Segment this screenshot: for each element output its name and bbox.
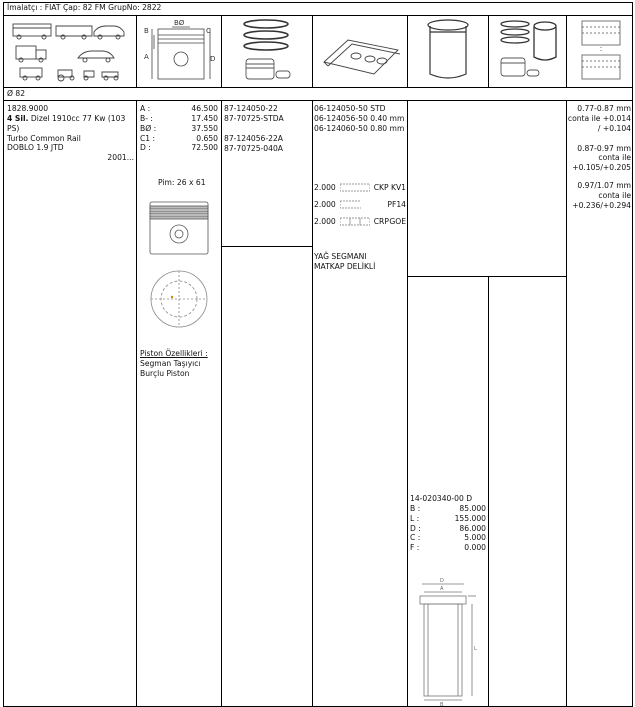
pin-size: Pim: 26 x 61 — [158, 178, 206, 187]
vehicles-icon — [8, 18, 132, 84]
ring-code: KV1 — [390, 182, 406, 192]
ring-type: CKP — [373, 182, 389, 192]
ring-detail-icon — [578, 17, 626, 85]
cylinder-liner-icon — [422, 18, 474, 84]
ring-type: P — [387, 199, 392, 209]
tolerance-value: / +0.104 — [597, 123, 631, 133]
tolerance-range: 0.97/1.07 mm — [577, 181, 631, 191]
oil-ring-note-line: YAĞ SEGMANI — [314, 252, 367, 261]
ring-width: 2.000 — [314, 182, 336, 192]
piston-dimensions — [140, 104, 218, 153]
ring-width: 2.000 — [314, 199, 336, 209]
liner-label-d: D — [440, 578, 444, 584]
ring-set-size: STD — [370, 104, 386, 113]
part-number[interactable]: 87-124050-22 — [224, 104, 278, 113]
diagram-label-bo: BØ — [174, 19, 185, 27]
liner-dim-label: L : — [410, 513, 420, 523]
dim-label: C1 : — [140, 133, 156, 143]
piston-feature-item: Segman Taşıyıcı — [140, 358, 201, 368]
liner-label-l: L — [474, 646, 477, 652]
tolerance-value: +0.105/+0.205 — [572, 163, 631, 173]
ring-set-code[interactable]: 06-124056-50 — [314, 113, 368, 123]
piston-side-drawing — [146, 200, 212, 258]
piston-feature-item: Burçlu Piston — [140, 368, 190, 378]
liner-dim-label: C : — [410, 533, 421, 543]
liner-dim-value: 85.000 — [459, 503, 486, 513]
dim-label: D : — [140, 143, 151, 153]
diameter-label: Ø 82 — [7, 89, 26, 98]
diagram-label-a: A — [144, 53, 149, 61]
tolerance-note: conta ile +0.014 — [567, 113, 631, 123]
piston-top-drawing — [146, 268, 212, 330]
dim-value: 72.500 — [191, 143, 218, 153]
ring-set-size: 0.80 mm — [370, 123, 405, 133]
piston-features — [140, 349, 220, 379]
tolerance-note: conta ile — [598, 191, 631, 201]
dim-value: 37.550 — [191, 123, 218, 133]
tolerance-value: +0.236/+0.294 — [572, 200, 631, 210]
ring-specs — [314, 179, 406, 230]
vehicle-info — [7, 104, 134, 163]
ring-set-code[interactable]: 06-124060-50 — [314, 123, 368, 133]
ring-type: CRP — [373, 216, 389, 226]
oil-ring-note-line: MATKAP DELİKLİ — [314, 261, 376, 271]
part-number[interactable]: 87-124056-22A — [224, 133, 283, 143]
liner-label-a: A — [440, 586, 444, 592]
ring-code: F14 — [391, 199, 406, 209]
diagram-label-b: B — [144, 27, 149, 35]
compression-ring-icon — [340, 183, 370, 192]
diagram-label-d: D — [210, 55, 216, 63]
ring-set-code[interactable]: 06-124050-50 — [314, 104, 368, 113]
liner-drawing — [412, 576, 486, 706]
tolerance-block — [567, 144, 631, 174]
liner-label-b: B — [440, 702, 444, 706]
oil-ring-note — [314, 252, 375, 272]
cylinder-count: 4 Sil. — [7, 113, 29, 123]
part-number[interactable]: 87-70725-040A — [224, 143, 283, 153]
tolerance-range: 0.77-0.87 mm — [577, 104, 631, 113]
ring-sets — [314, 104, 406, 134]
liner-dim-label: D : — [410, 523, 421, 533]
engine-code: 1828.9000 — [7, 104, 49, 113]
dim-value: 0.650 — [196, 133, 218, 143]
rings-and-piston-icon — [236, 17, 298, 85]
liner-code[interactable]: 14-020340-00 D — [410, 494, 473, 503]
engine-type: Turbo Common Rail — [7, 133, 81, 143]
tolerance-block — [567, 181, 631, 211]
ring-width: 2.000 — [314, 216, 336, 226]
liner-dim-label: F : — [410, 543, 420, 553]
tolerance-block — [567, 104, 631, 134]
tolerance-range: 0.87-0.97 mm — [577, 143, 631, 153]
tolerance-note: conta ile — [598, 153, 631, 163]
engine-spec: Dizel 1910cc 77 Kw (103 PS) — [7, 113, 126, 133]
liner-dim-label: B : — [410, 503, 421, 513]
dim-label: A : — [140, 104, 151, 113]
liner-dim-value: 0.000 — [464, 543, 486, 553]
tolerances — [567, 104, 631, 211]
piston-features-title: Piston Özellikleri : — [140, 349, 208, 358]
piston-kit-icon — [495, 18, 563, 84]
dim-label: BØ : — [140, 123, 157, 133]
oil-ring-icon — [340, 217, 370, 226]
cylinder-head-gasket-icon — [318, 26, 404, 82]
liner-dim-value: 5.000 — [464, 533, 486, 543]
dim-value: 46.500 — [191, 104, 218, 113]
dim-value: 17.450 — [191, 113, 218, 123]
header-text: İmalatçı : FIAT Çap: 82 FM GrupNo: 2822 — [7, 3, 162, 12]
liner-dim-value: 155.000 — [454, 513, 486, 523]
liner-dim-value: 86.000 — [459, 523, 486, 533]
liner-info — [410, 494, 486, 553]
piston-dimension-diagram-icon — [142, 19, 218, 83]
diagram-label-c: C — [206, 27, 211, 35]
part-numbers — [224, 104, 312, 153]
model-year: 2001... — [107, 153, 134, 163]
ring-code: GOE — [389, 216, 406, 226]
second-ring-icon — [340, 200, 362, 209]
part-number[interactable]: 87-70725-STDA — [224, 113, 284, 123]
vehicle-model: DOBLO 1.9 JTD — [7, 143, 64, 153]
ring-set-size: 0.40 mm — [370, 113, 405, 123]
dim-label: B- : — [140, 113, 153, 123]
